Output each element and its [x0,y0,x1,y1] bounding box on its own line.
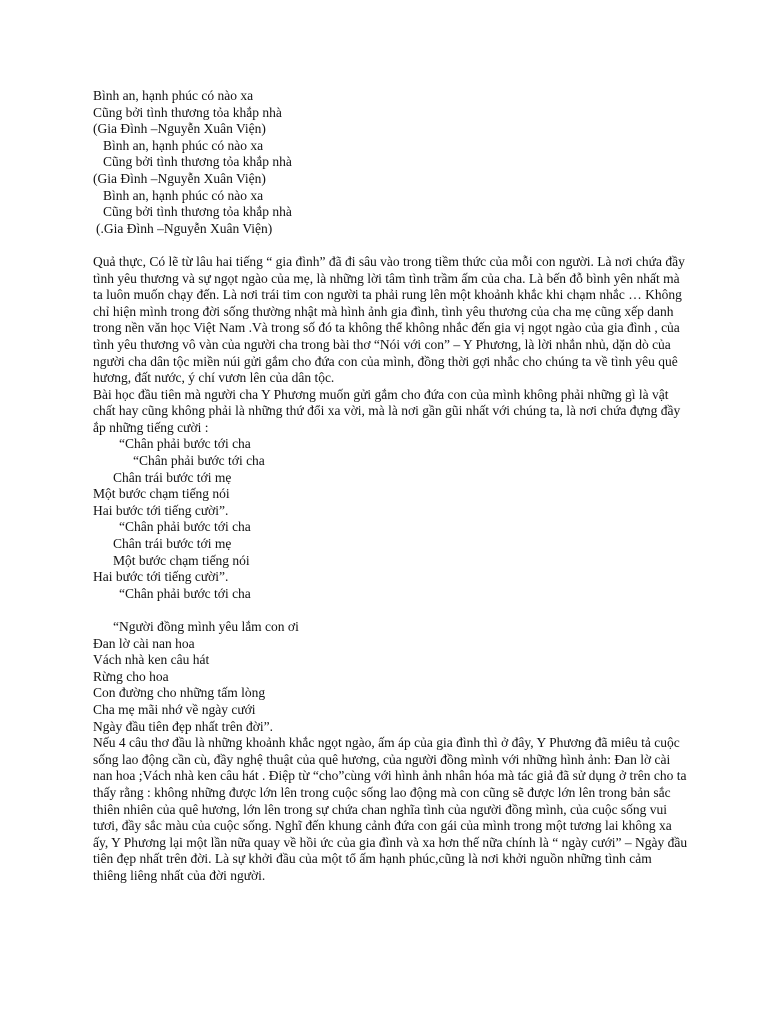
verse-line: Vách nhà ken câu hát [93,652,210,668]
verse-line: Cha mẹ mãi nhớ về ngày cưới [93,701,256,717]
verse-line: Cũng bởi tình thương tỏa khắp nhà [103,204,292,220]
verse-line: Bình an, hạnh phúc có nào xa [103,137,264,153]
verse-line: Hai bước tới tiếng cười”. [93,502,229,518]
poem-verses-b [93,619,688,735]
verse-line: Bình an, hạnh phúc có nào xa [93,88,254,103]
verse-line: “Chân phải bước tới cha [133,453,265,469]
verse-line: Cũng bởi tình thương tỏa khắp nhà [93,104,282,120]
verse-line: (Gia Đình –Nguyễn Xuân Viện) [93,170,266,186]
blank-line [93,602,688,619]
verse-line: “Chân phải bước tới cha [119,519,251,535]
verse-line: “Người đồng mình yêu lắm con ơi [113,619,299,634]
verse-line: Hai bước tới tiếng cười”. [93,569,229,585]
verse-line: Đan lờ cài nan hoa [93,635,195,651]
verse-line: Rừng cho hoa [93,668,169,684]
verse-line: Cũng bởi tình thương tỏa khắp nhà [103,154,292,170]
verse-line: (Gia Đình –Nguyễn Xuân Viện) [93,121,266,137]
verse-line: (.Gia Đình –Nguyễn Xuân Viện) [96,220,273,236]
verse-line: Chân trái bước tới mẹ [113,536,232,552]
verse-line: Ngày đầu tiên đẹp nhất trên đời”. [93,718,273,734]
verse-line: “Chân phải bước tới cha [119,436,251,452]
paragraph-2: Bài học đầu tiên mà người cha Y Phương muốn gửi gắm cho đứa con của mình không phải những gì là vật chất hay cũng không phải là những thứ đổi xa vời, mà là nơi gần gũi nhất với chúng ta, là nơi chứa đựng đầy ắp những tiếng cười : [93,386,681,435]
verse-line: Chân trái bước tới mẹ [113,469,232,485]
verse-line: Bình an, hạnh phúc có nào xa [103,187,264,203]
verse-line: “Chân phải bước tới cha [119,585,251,601]
verse-line: Một bước chạm tiếng nói [113,552,250,568]
paragraph-1: Quả thực, Có lẽ từ lâu hai tiếng “ gia đình” đã đi sâu vào trong tiềm thức của mỗi con người. Là nơi chứa đầy tình yêu thương và sự ngọt ngào của mẹ, là những lời tâm tình trầm ấm của cha. Là bến đỗ bình yên nhất mà ta luôn muốn chạy đến. Là nơi trái tim con người ta phải rung lên một khoảnh khắc khi chạm nhắc … Không chỉ hiện mình trong đời sống thường nhật mà hình ảnh gia đình, tình yêu thương của cha mẹ cũng xếp danh trong nền văn học Việt Nam .Và trong số đó ta không thể không nhắc đến gia vị ngọt ngào của gia đình , của tình yêu thương vô vàn của người cha trong bài thơ “Nói với con” – Y Phương, là lời nhắn nhủ, dặn dò của người cha dân tộc miền núi gửi gắm cho đứa con của mình, đồng thời gợi nhắc cho chúng ta về tình yêu quê hương, đất nước, ý chí vươn lên của dân tộc. [93,253,685,386]
poem-verses-a [93,436,688,602]
paragraph-3: Nếu 4 câu thơ đầu là những khoảnh khắc ngọt ngào, ấm áp của gia đình thì ở đây, Y Phương đã miêu tả cuộc sống lao động cần cù, đầy nghệ thuật của quê hương, của người đồng mình với những hình ảnh: Đan lờ cài nan hoa ;Vách nhà ken câu hát . Điệp từ “cho”cùng với hình ảnh nhân hóa mà tác giả đã sử dụng ở trên cho ta thấy rằng : không những được lớn lên trong cuộc sống lao động mà con cũng sẽ được lớn lên trong bản sắc thiên nhiên của quê hương, lớn lên trong sự chứa chan nghĩa tình của người đồng mình, của cuộc sống vui tươi, đầy sắc màu của cuộc sống. Nghĩ đến khung cảnh đứa con gái của mình trong một tương lai không xa ấy, Y Phương lại một lần nữa quay về hồi ức của gia đình và xa hơn thế nữa chính là “ ngày cưới” – Ngày đầu tiên đẹp nhất trên đời. Là sự khởi đầu của một tổ ấm hạnh phúc,cũng là nơi khởi nguồn những tình cảm thiêng liêng nhất của đời người. [93,735,688,883]
verse-line: Con đường cho những tấm lòng [93,685,266,701]
intro-verses [93,88,688,237]
blank-line [93,237,688,254]
verse-line: Một bước chạm tiếng nói [93,486,230,502]
